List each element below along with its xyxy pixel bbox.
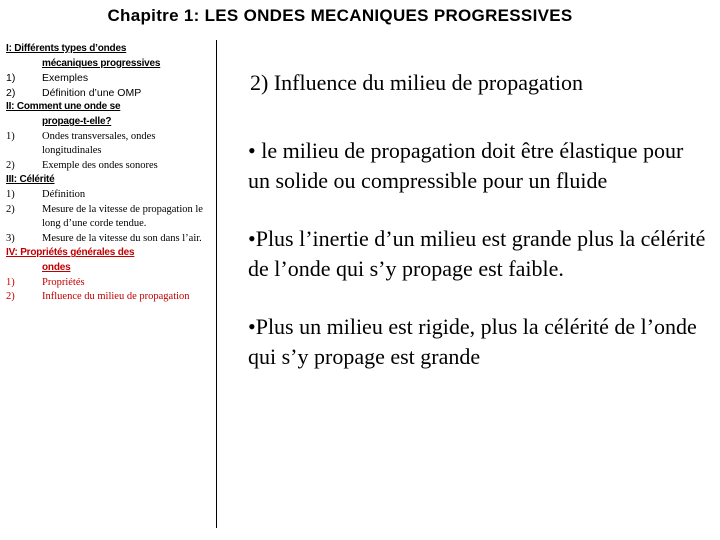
toc-item[interactable] xyxy=(6,232,214,247)
toc-item[interactable] xyxy=(6,188,214,203)
toc-item[interactable] xyxy=(6,86,214,101)
toc-item-number: 1) xyxy=(6,72,16,85)
toc-item-label: Exemple des ondes sonores xyxy=(42,159,158,171)
toc-section-heading-cont xyxy=(6,261,214,276)
toc-section-heading-cont xyxy=(6,57,214,72)
toc-item-number: 2) xyxy=(6,159,15,171)
toc-section-title-cont: mécaniques progressives xyxy=(42,57,161,69)
toc-item[interactable] xyxy=(6,276,214,291)
toc-section-title: II: Comment une onde se xyxy=(6,101,121,113)
toc-section-heading[interactable] xyxy=(6,173,214,188)
toc-item-number: 1) xyxy=(6,188,15,200)
toc-item-number: 1) xyxy=(6,276,15,288)
toc-item[interactable] xyxy=(6,159,214,174)
toc-section-heading-current[interactable] xyxy=(6,246,214,261)
toc-item-current[interactable] xyxy=(6,290,214,305)
content-paragraph: • le milieu de propagation doit être élastique pour un solide ou compressible pour un fluide xyxy=(248,138,684,193)
toc-item-number: 2) xyxy=(6,203,15,215)
toc-item-label: Mesure de la vitesse du son dans l’air. xyxy=(42,232,202,244)
toc-item-number: 2) xyxy=(6,86,16,99)
toc-item-label: Propriétés xyxy=(42,276,85,288)
toc-item[interactable] xyxy=(6,71,214,86)
toc-section-title-cont: propage-t-elle? xyxy=(42,115,112,127)
toc-item-label: Ondes transversales, ondes longitudinales xyxy=(42,130,156,157)
toc-item-number: 1) xyxy=(6,130,15,142)
toc-section-heading[interactable] xyxy=(6,42,214,57)
section-heading: 2) Influence du milieu de propagation xyxy=(250,70,583,95)
page-title: Chapitre 1: LES ONDES MECANIQUES PROGRESSIVES xyxy=(107,6,573,25)
toc-item-number: 3) xyxy=(6,232,15,244)
toc-item-label: Exemples xyxy=(42,72,89,85)
toc-section-heading-cont xyxy=(6,115,214,130)
toc-item-label: Influence du milieu de propagation xyxy=(42,291,190,303)
toc-item-label: Définition d’une OMP xyxy=(42,86,142,99)
toc-item-number: 2) xyxy=(6,291,15,303)
toc-section-title: III: Célérité xyxy=(6,174,55,186)
toc-item-label: Mesure de la vitesse de propagation le long d’une corde tendue. xyxy=(42,203,203,230)
column-divider xyxy=(216,40,217,528)
toc-item-label: Définition xyxy=(42,188,86,200)
toc-item[interactable] xyxy=(6,203,214,232)
main-content xyxy=(248,68,708,400)
toc-item[interactable] xyxy=(6,130,214,159)
toc-section-heading[interactable] xyxy=(6,100,214,115)
content-paragraph: •Plus l’inertie d’un milieu est grande plus la célérité de l’onde qui s’y propage est faible. xyxy=(248,226,706,281)
table-of-contents xyxy=(6,42,214,305)
toc-section-title: IV: Propriétés générales des xyxy=(6,247,135,259)
content-paragraph: •Plus un milieu est rigide, plus la célérité de l’onde qui s’y propage est grande xyxy=(248,314,697,369)
toc-section-title: I: Différents types d’ondes xyxy=(6,43,127,54)
toc-section-title-cont: ondes xyxy=(42,261,71,273)
